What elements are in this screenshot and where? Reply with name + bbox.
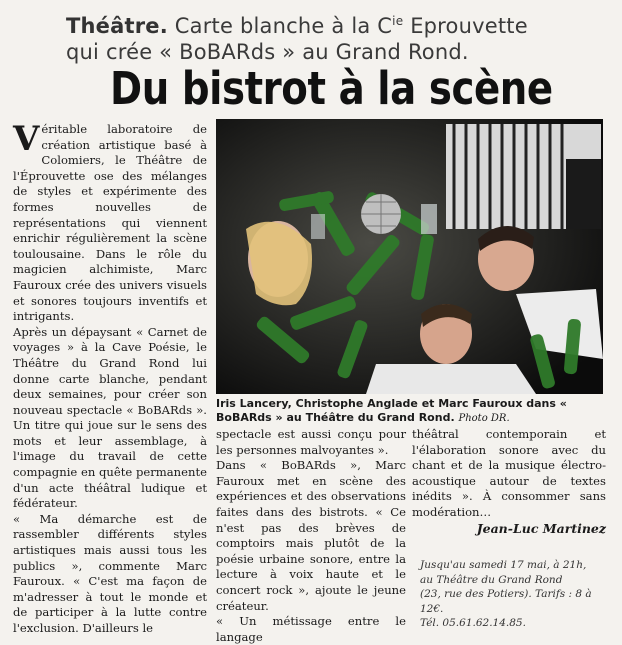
dropcap: V: [13, 119, 40, 159]
paragraph-3: « Ma démarche est de rassembler différents styles artistiques mais aussi tous les publics », commente Marc Fauroux. « C'est ma façon de m'adresser à tout le monde et de participer à la lutte contre l'exclusion. D'ailleurs le: [13, 511, 207, 635]
author-signature: Jean-Luc Martinez: [476, 520, 606, 536]
info-line-4: Tél. 05.61.62.14.85.: [420, 617, 526, 629]
photo-illustration: [216, 119, 603, 394]
photo-credit: Photo DR.: [458, 413, 510, 424]
info-line-1: Jusqu'au samedi 17 mai, à 21h,: [420, 559, 587, 571]
article-kicker: [66, 8, 586, 65]
photo-caption: [216, 397, 603, 426]
kicker-text: Carte blanche à la C: [174, 14, 393, 38]
paragraph-1: éritable laboratoire de création artistique basé à Colomiers, le Théâtre de l'Éprouvette ose des mélanges de styles et expérimente des formes nouvelles de représentations qui viennent enrichir régulièrement la scène toulousaine. Dans le rôle du magicien alchimiste, Marc Fauroux crée des univers visuels et sonores toujours inventifs et intrigants.: [13, 122, 207, 324]
paragraph-5: Dans « BoBARds », Marc Fauroux met en scène des expériences et des observations faites dans des bistrots. « Ce n'est pas des brèves de comptoirs mais plutôt de la poésie urbaine sonore, entre la lecture à voix haute et le concert rock », ajoute le jeune créateur.: [216, 458, 406, 613]
info-line-2: au Théâtre du Grand Rond: [420, 573, 563, 586]
article-column-1: [13, 119, 207, 637]
paragraph-2: Après un dépaysant « Carnet de voyages » à la Cave Poésie, le Théâtre du Grand Rond lui donne carte blanche, pendant deux semaines, pour créer son nouveau spectacle « BoBARds ». Un titre qui joue sur le sens des mots et leur assemblage, à l'image du travail de cette compagnie en quête permanente d'un acte théâtral ludique et fédérateur.: [13, 324, 207, 511]
kicker-text-end: Eprouvette: [410, 14, 528, 38]
kicker-line-2: qui crée « BoBARds » au Grand Rond.: [66, 40, 469, 64]
paragraph-4: spectacle est aussi conçu pour les personnes malvoyantes ».: [216, 427, 406, 457]
practical-info: [420, 558, 606, 631]
paragraph-6: « Un métissage entre le langage: [216, 614, 406, 644]
headline: Du bistrot à la scène: [110, 62, 553, 115]
info-line-3: (23, rue des Potiers). Tarifs : 8 à 12€.: [420, 588, 592, 615]
caption-text: Iris Lancery, Christophe Anglade et Marc Fauroux dans « BoBARds » au Théâtre du Grand Rond.: [216, 397, 567, 424]
paragraph-7: théâtral contemporain et l'élaboration sonore avec du chant et de la musique électro-acoustique autour de textes inédits ». À consommer sans modération…: [412, 427, 606, 519]
article-column-2: [216, 427, 406, 645]
article-column-3: [412, 427, 606, 536]
section-label: Théâtre.: [66, 14, 168, 38]
kicker-sup: ie: [392, 14, 404, 28]
article-photo: [216, 119, 603, 394]
